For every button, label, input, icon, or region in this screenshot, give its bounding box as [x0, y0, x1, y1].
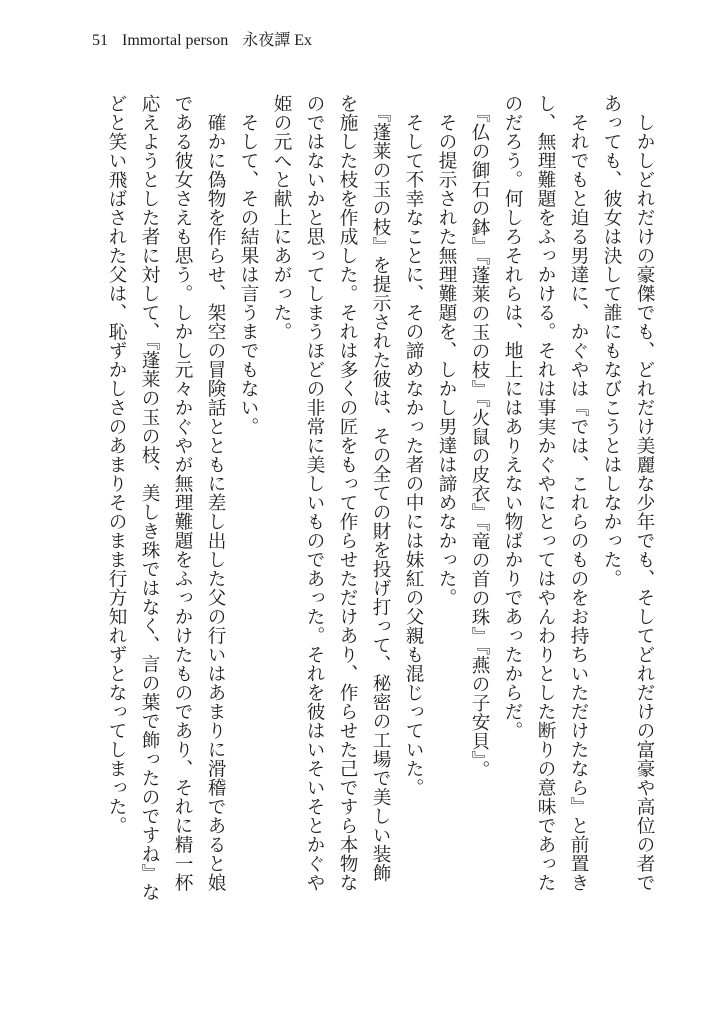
series-title: Immortal person	[122, 32, 229, 49]
text-line: である彼女さえも思う。しかし元々かぐやが無理難題をふっかけたものであり、それに精一杯	[172, 94, 193, 892]
text-line: 『仏の御石の鉢』『蓬莱の玉の枝』『火鼠の皮衣』『竜の首の珠』『燕の子安貝』。	[469, 94, 490, 780]
text-line: それでもと迫る男達に、かぐやは『では、これらのものをお持ちいただけたなら』と前置き	[568, 94, 589, 892]
volume-title: 永夜譚 Ex	[242, 32, 312, 49]
text-line: 応えようとした者に対して、『蓬莱の玉の枝、美しき珠ではなく、言の葉で飾ったのですね』な	[139, 94, 160, 902]
text-line: その提示された無理難題を、しかし男達は諦めなかった。	[436, 94, 457, 607]
text-line: 姫の元へと献上にあがった。	[271, 94, 292, 341]
text-line: のだろう。何しろそれらは、地上にはありえない物ばかりであったからだ。	[502, 94, 523, 740]
text-line: のではないかと思ってしまうほどの非常に美しいものであった。それを彼はいそいそとかぐや	[304, 94, 325, 892]
page-number: 51	[92, 32, 108, 49]
running-header	[92, 30, 322, 52]
text-line: を施した枝を作成した。それは多くの匠をもって作らせただけあり、作らせた己ですら本物な	[337, 94, 358, 892]
text-line: そして不幸なことに、その諦めなかった者の中には妹紅の父親も混じっていた。	[403, 94, 424, 797]
text-line: し、無理難題をふっかける。それは事実かぐやにとってはやんわりとした断りの意味であった	[535, 94, 556, 892]
text-line: しかしどれだけの豪傑でも、どれだけ美麗な少年でも、そしてどれだけの富豪や高位の者で	[634, 94, 655, 892]
text-line: そして、その結果は言うまでもない。	[238, 94, 259, 436]
vertical-body-text	[100, 94, 661, 974]
text-line: あっても、彼女は決して誰にもなびこうとはしなかった。	[601, 94, 622, 588]
text-line: 『蓬莱の玉の枝』を提示された彼は、その全ての財を投げ打って、秘密の工場で美しい装飾	[370, 94, 391, 883]
text-line: 確かに偽物を作らせ、架空の冒険話とともに差し出した父の行いはあまりに滑稽であると娘	[205, 94, 226, 892]
text-line: どと笑い飛ばされた父は、恥ずかしさのあまりそのまま行方知れずとなってしまった。	[106, 94, 127, 835]
